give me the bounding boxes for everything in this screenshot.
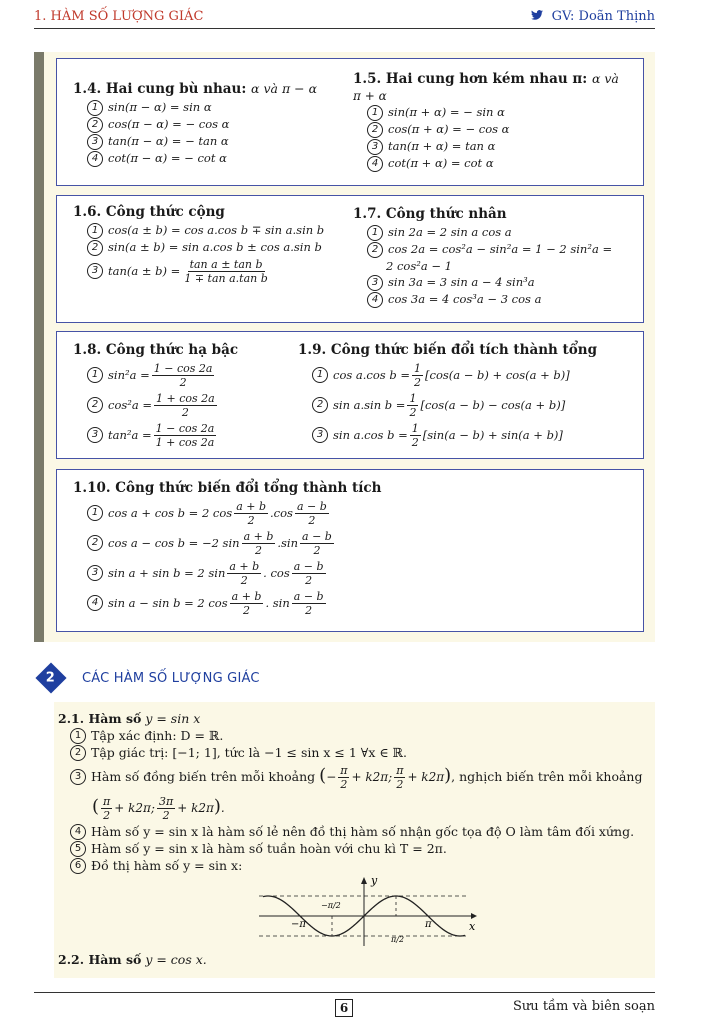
box-1-6-1-7 [56, 195, 644, 323]
list-item: 1 Tập xác định: D = ℝ. [70, 727, 642, 744]
list-item: 6 Đồ thị hàm số y = sin x: [70, 857, 642, 874]
formula-row: 2 cos(π + α) = − cos α [367, 121, 619, 138]
heading-2-1: 2.1. Hàm số [58, 711, 142, 726]
page-number: 6 [335, 999, 353, 1017]
formula-row: 1 sin(π + α) = − sin α [367, 104, 619, 121]
fraction: $\frac{1}{2}$ [409, 391, 417, 419]
fraction: $\frac{a - b}{2}$ [293, 559, 324, 587]
section-1-4: 1.4. Hai cung bù nhau: α và π − α 1 sin(π − α) = sin α 2 cos(π − α) = − cos α 3 tan(π − α) = − tan α 4 cot(π − α) = − cot α [73, 81, 318, 165]
formula-row: 3 tan(π − α) = − tan α [87, 133, 317, 150]
tick-neg-pi: −π [291, 919, 306, 930]
formula-row: 4 cot(π − α) = − cot α [87, 150, 317, 167]
formula-row: 1 sin(π − α) = sin α [87, 99, 317, 116]
section-1-5: 1.5. Hai cung hơn kém nhau π: α và π + α 1 sin(π + α) = − sin α 2 cos(π + α) = − cos α 3 tan(π + α) = tan α 4 cot(π + α) = cot α [353, 71, 619, 170]
fraction: $\frac{1 - \cos 2a}{1 + \cos 2a}$ [155, 421, 215, 449]
formula-row: 3 sin a + sin b = 2 sin $\frac{a + b}{2}$ . cos $\frac{a - b}{2}$ [87, 558, 381, 588]
formula-row: 4 cot(π + α) = cot α [367, 155, 619, 172]
fraction: $\frac{1}{2}$ [414, 361, 422, 389]
header-author [531, 9, 655, 24]
formula-row: 3 sin 3a = 3 sin a − 4 sin³a [367, 274, 612, 291]
section-1-7: 1.7. Công thức nhân 1 sin 2a = 2 sin a cos a 2 cos 2a = cos²a − sin²a = 1 − 2 sin²a = 2 cos²a − 1 3 sin 3a = 3 sin a − 4 sin³a 4 cos 3a = 4 cos³a − 3 cos a [353, 206, 613, 306]
fraction: $\frac{a - b}{2}$ [302, 529, 332, 557]
panel-left-bar [34, 52, 44, 642]
page-footer [34, 992, 655, 1023]
x-axis-arrow [471, 913, 477, 919]
list-item: 2 Tập giác trị: [−1; 1], tức là −1 ≤ sin x ≤ 1 ∀x ∈ ℝ. [70, 744, 642, 761]
fraction: $\frac{a + b}{2}$ [231, 589, 262, 617]
tick-half-pi: π/2 [391, 935, 405, 944]
formula-row: 3 tan(π + α) = tan α [367, 138, 619, 155]
author-name: GV: Doãn Thịnh [551, 9, 655, 24]
formula-row: 4 cos 3a = 4 cos³a − 3 cos a [367, 291, 612, 308]
fraction: $\frac{1 - \cos 2a}{2}$ [153, 361, 213, 389]
formula-row: 2 cos 2a = cos²a − sin²a = 1 − 2 sin²a = [367, 241, 612, 258]
interval-increasing: (− $\frac{\pi}{2}$ + k2π; $\frac{\pi}{2}$ + k2π) [319, 764, 452, 791]
sine-graph [259, 876, 479, 948]
list-item: 4 Hàm số y = sin x là hàm số lẻ nên đồ thị hàm số nhận gốc tọa độ O làm tâm đối xứng. [70, 823, 642, 840]
section-1-6 [73, 204, 324, 286]
section-1-10 [73, 480, 381, 618]
section-1-9 [298, 342, 597, 450]
heading-2-2: 2.2. Hàm số [58, 952, 142, 967]
formula-row: 3 sin a.cos b = $\frac{1}{2}$ [sin(a − b) + sin(a + b)] [312, 420, 597, 450]
footer-credit: Sưu tầm và biên soạn [513, 999, 655, 1014]
formula-row: 2 sin a.sin b = $\frac{1}{2}$ [cos(a − b) − cos(a + b)] [312, 390, 597, 420]
heading-1-4: 1.4. Hai cung bù nhau: [73, 81, 247, 97]
section-2-panel [54, 702, 655, 978]
formula-row: 2 cos²a = $\frac{1 + \cos 2a}{2}$ [87, 390, 238, 420]
section-1-8 [73, 342, 238, 450]
fraction: $\frac{1}{2}$ [411, 421, 419, 449]
box-1-10 [56, 469, 644, 632]
x-label: x [469, 920, 476, 933]
fraction: $\frac{a - b}{2}$ [296, 499, 327, 527]
header-title: 1. HÀM SỐ LƯỢNG GIÁC [34, 9, 204, 24]
fraction: $\frac{1 + \cos 2a}{2}$ [156, 391, 215, 419]
twitter-bird-icon [531, 10, 543, 20]
section-2-heading: CÁC HÀM SỐ LƯỢNG GIÁC [82, 670, 260, 686]
interval-decreasing: ( $\frac{\pi}{2}$ + k2π; $\frac{3\pi}{2}$ + k2π). [92, 795, 225, 822]
page-header [34, 6, 655, 29]
heading-1-7: 1.7. Công thức nhân [353, 206, 507, 222]
section-number-badge: 2 [35, 662, 66, 693]
formula-row: 2 cos a − cos b = −2 sin $\frac{a + b}{2}$ .sin $\frac{a - b}{2}$ [87, 528, 381, 558]
heading-1-9: 1.9. Công thức biến đổi tích thành tổng [298, 342, 598, 358]
formula-row: 2 cos(π − α) = − cos α [87, 116, 317, 133]
heading-1-8: 1.8. Công thức hạ bậc [73, 342, 239, 358]
list-item: 5 Hàm số y = sin x là hàm số tuần hoàn với chu kì T = 2π. [70, 840, 642, 857]
fraction: $\frac{a + b}{2}$ [243, 529, 274, 557]
fraction: $\frac{a - b}{2}$ [293, 589, 324, 617]
formula-row: 2 sin(a ± b) = sin a.cos b ± cos a.sin b [87, 239, 324, 256]
formula-row: 1 cos(a ± b) = cos a.cos b ∓ sin a.sin b [87, 222, 324, 239]
box-1-8-1-9 [56, 331, 644, 459]
fraction: $\frac{a + b}{2}$ [229, 559, 260, 587]
formula-row: 1 cos a.cos b = $\frac{1}{2}$ [cos(a − b) + cos(a + b)] [312, 360, 597, 390]
section-2-title [40, 666, 260, 690]
subsection-2-2: 2.2. Hàm số y = cos x. [58, 952, 207, 967]
subsection-2-1: 2.1. Hàm số y = sin x 1 Tập xác định: D = ℝ. 2 Tập giác trị: [−1; 1], tức là −1 ≤ sin x ≤ 1 ∀x ∈ ℝ. 3 Hàm số đồng biến trên mỗi khoảng (− $\frac{\pi}{2}$ + k2π; $\frac{\pi}{2}$ + k2π) , nghịch biến trên mỗi khoảng ( $\frac{\pi}{2}$ + k2π; $\frac{3\pi}{2}$ + k2π). 4 Hàm số y = sin x là hàm số lẻ nên đồ thị hàm số nhận gốc tọa độ O làm tâm đối xứng. 5 Hàm số y = sin x là hàm số tuần hoàn với chu kì T = 2π. 6 Đồ thị hàm số y = sin x: [58, 711, 643, 873]
heading-1-5: 1.5. Hai cung hơn kém nhau π: [353, 71, 588, 87]
tick-pi: π [425, 919, 432, 930]
fraction: $\frac{a + b}{2}$ [236, 499, 267, 527]
formula-row: 1 cos a + cos b = 2 cos $\frac{a + b}{2}$ .cos $\frac{a - b}{2}$ [87, 498, 381, 528]
y-label: y [371, 876, 378, 887]
formula-row: 3 tan²a = $\frac{1 - \cos 2a}{1 + \cos 2a}$ [87, 420, 238, 450]
formula-row: 4 sin a − sin b = 2 cos $\frac{a + b}{2}$ . sin $\frac{a - b}{2}$ [87, 588, 381, 618]
formula-row: 1 sin 2a = 2 sin a cos a [367, 224, 612, 241]
list-item: 3 Hàm số đồng biến trên mỗi khoảng (− $\frac{\pi}{2}$ + k2π; $\frac{\pi}{2}$ + k2π) , nghịch biến trên mỗi khoảng [70, 761, 642, 792]
fraction: $\frac{\text{tan a ± tan b}}{\text{1 ∓ tan a.tan b}}$ [184, 257, 268, 285]
formula-row: 3 tan(a ± b) = $\frac{\text{tan a ± tan b}}{\text{1 ∓ tan a.tan b}}$ [87, 256, 324, 286]
formula-row: 1 sin²a = $\frac{1 - \cos 2a}{2}$ [87, 360, 238, 390]
box-1-4-1-5 [56, 58, 644, 186]
tick-neg-half-pi: −π/2 [321, 901, 341, 910]
heading-1-6: 1.6. Công thức cộng [73, 204, 225, 220]
y-axis-arrow [361, 877, 367, 884]
heading-1-10: 1.10. Công thức biến đổi tổng thành tích [73, 480, 382, 496]
